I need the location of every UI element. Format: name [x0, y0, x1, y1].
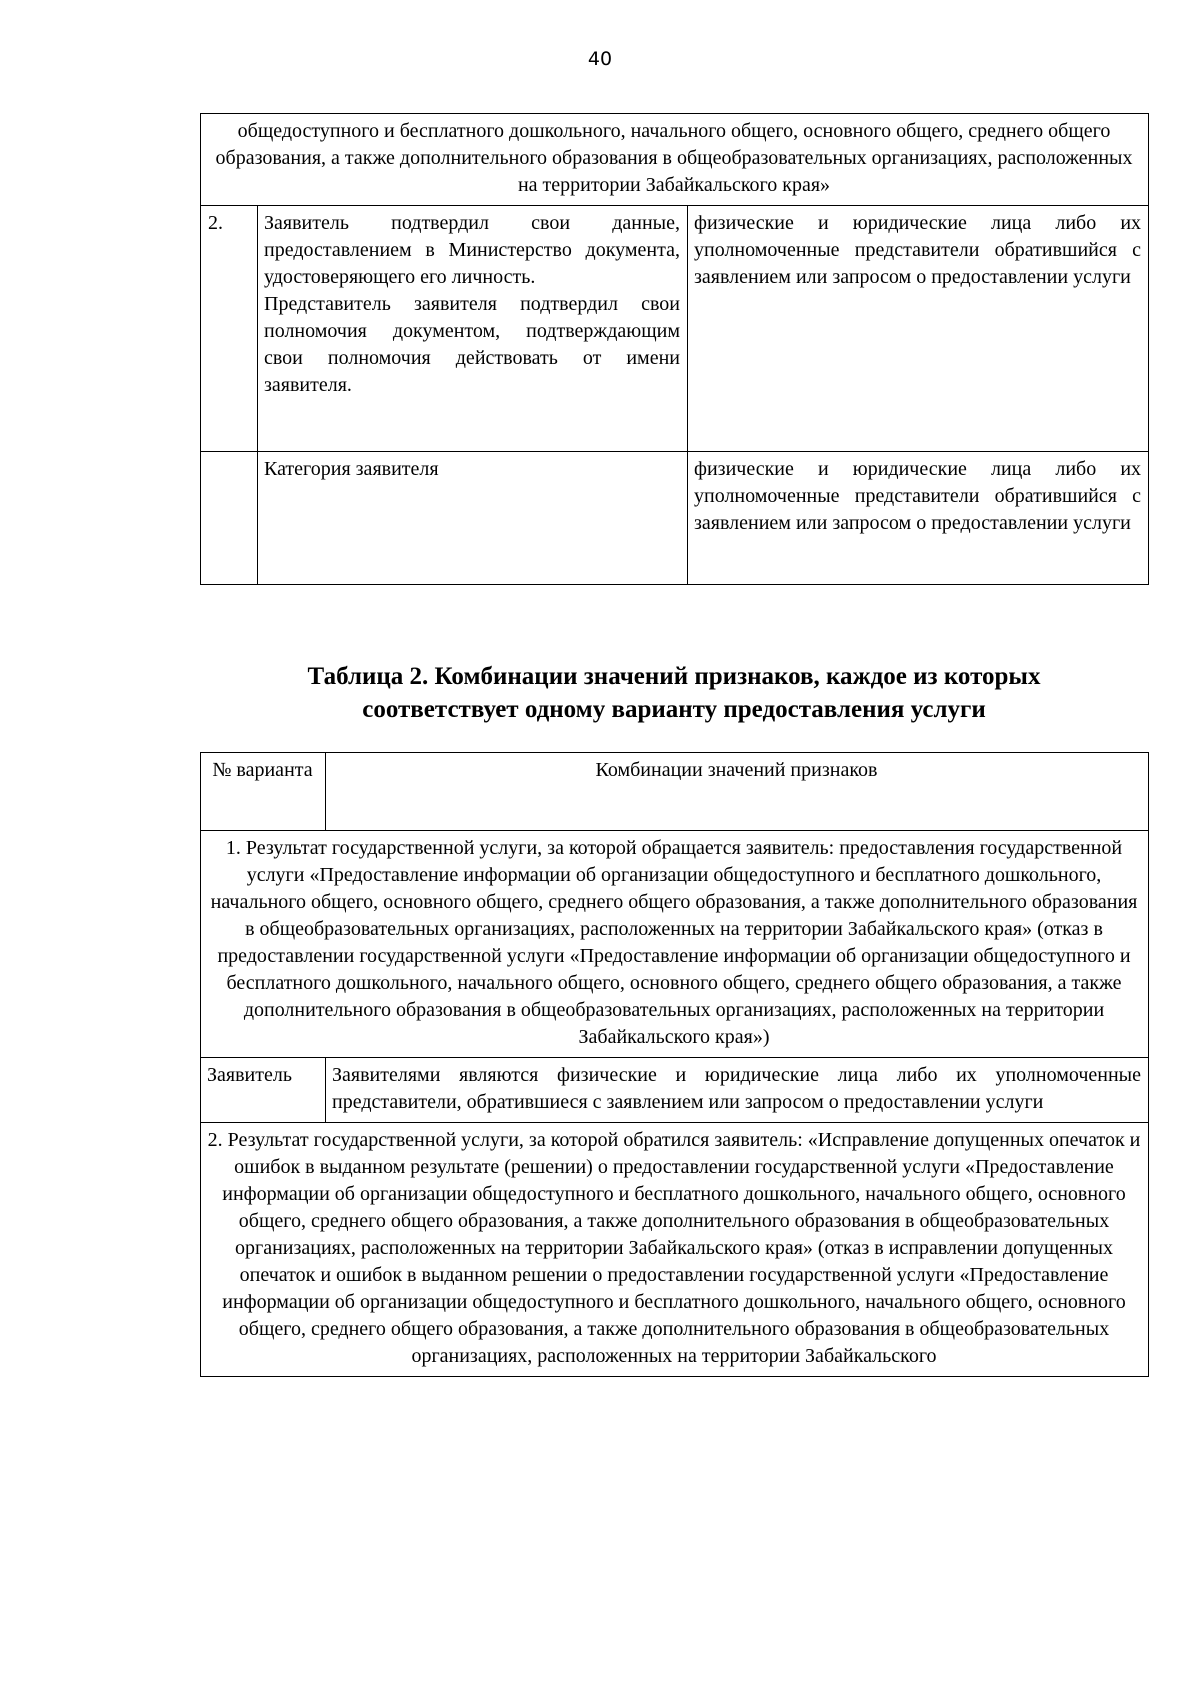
variants-table	[200, 752, 1149, 1377]
table-title-line: Таблица 2. Комбинации значений признаков, каждое из которых	[307, 663, 1041, 690]
feature-cell: Категория заявителя	[258, 452, 688, 585]
table-row	[201, 114, 1149, 206]
table-header-row	[201, 753, 1149, 831]
row-number: 2.	[201, 206, 258, 452]
page-number: 40	[587, 48, 613, 70]
combination-header: Комбинации значений признаков	[326, 753, 1149, 831]
table-row	[201, 831, 1149, 1058]
feature-paragraph: Заявитель подтвердил свои данные, предоставлением в Министерство документа, удостоверяющего его личность.	[264, 212, 680, 288]
table-row	[201, 1058, 1149, 1123]
feature-cell	[258, 206, 688, 452]
applicant-description: Заявителями являются физические и юридические лица либо их уполномоченные представители, обратившиеся с заявлением или запросом о предоставлении услуги	[326, 1058, 1149, 1123]
table-title	[200, 660, 1148, 726]
feature-paragraph: Представитель заявителя подтвердил свои полномочия документом, подтверждающим свои полномочия действовать от имени заявителя.	[264, 293, 680, 396]
table-header-cell: общедоступного и бесплатного дошкольного, начального общего, основного общего, среднего общего образования, а также дополнительного образования в общеобразовательных организациях, расположенных на территории Забайкальского края»	[201, 114, 1149, 206]
row-number	[201, 452, 258, 585]
variant-description: 2. Результат государственной услуги, за которой обратился заявитель: «Исправление допущенных опечаток и ошибок в выданном результате (решении) о предоставлении государственной услуги «Предоставление информации об организации общедоступного и бесплатного дошкольного, начального общего, основного общего, среднего общего образования, а также дополнительного образования в общеобразовательных организациях, расположенных на территории Забайкальского края» (отказ в исправлении допущенных опечаток и ошибок в выданном решении о предоставлении государственной услуги «Предоставление информации об организации общедоступного и бесплатного дошкольного, начального общего, основного общего, среднего общего образования, а также дополнительного образования в общеобразовательных организациях, расположенных на территории Забайкальского	[201, 1123, 1149, 1377]
variant-description: 1. Результат государственной услуги, за которой обращается заявитель: предоставления государственной услуги «Предоставление информации об организации общедоступного и бесплатного дошкольного, начального общего, основного общего, среднего общего образования, а также дополнительного образования в общеобразовательных организациях, расположенных на территории Забайкальского края» (отказ в предоставлении государственной услуги «Предоставление информации об организации общедоступного и бесплатного дошкольного, начального общего, основного общего, среднего общего образования, а также дополнительного образования в общеобразовательных организациях, расположенных на территории Забайкальского края»)	[201, 831, 1149, 1058]
table-title-line: соответствует одному варианту предоставления услуги	[362, 696, 986, 723]
applicant-label: Заявитель	[201, 1058, 326, 1123]
criteria-table	[200, 113, 1149, 585]
variant-number-header: № варианта	[201, 753, 326, 831]
value-cell: физические и юридические лица либо их уполномоченные представители обратившийся с заявлением или запросом о предоставлении услуги	[688, 452, 1149, 585]
value-cell: физические и юридические лица либо их уполномоченные представители обратившийся с заявлением или запросом о предоставлении услуги	[688, 206, 1149, 452]
table-row	[201, 1123, 1149, 1377]
table-row	[201, 206, 1149, 452]
table-row	[201, 452, 1149, 585]
